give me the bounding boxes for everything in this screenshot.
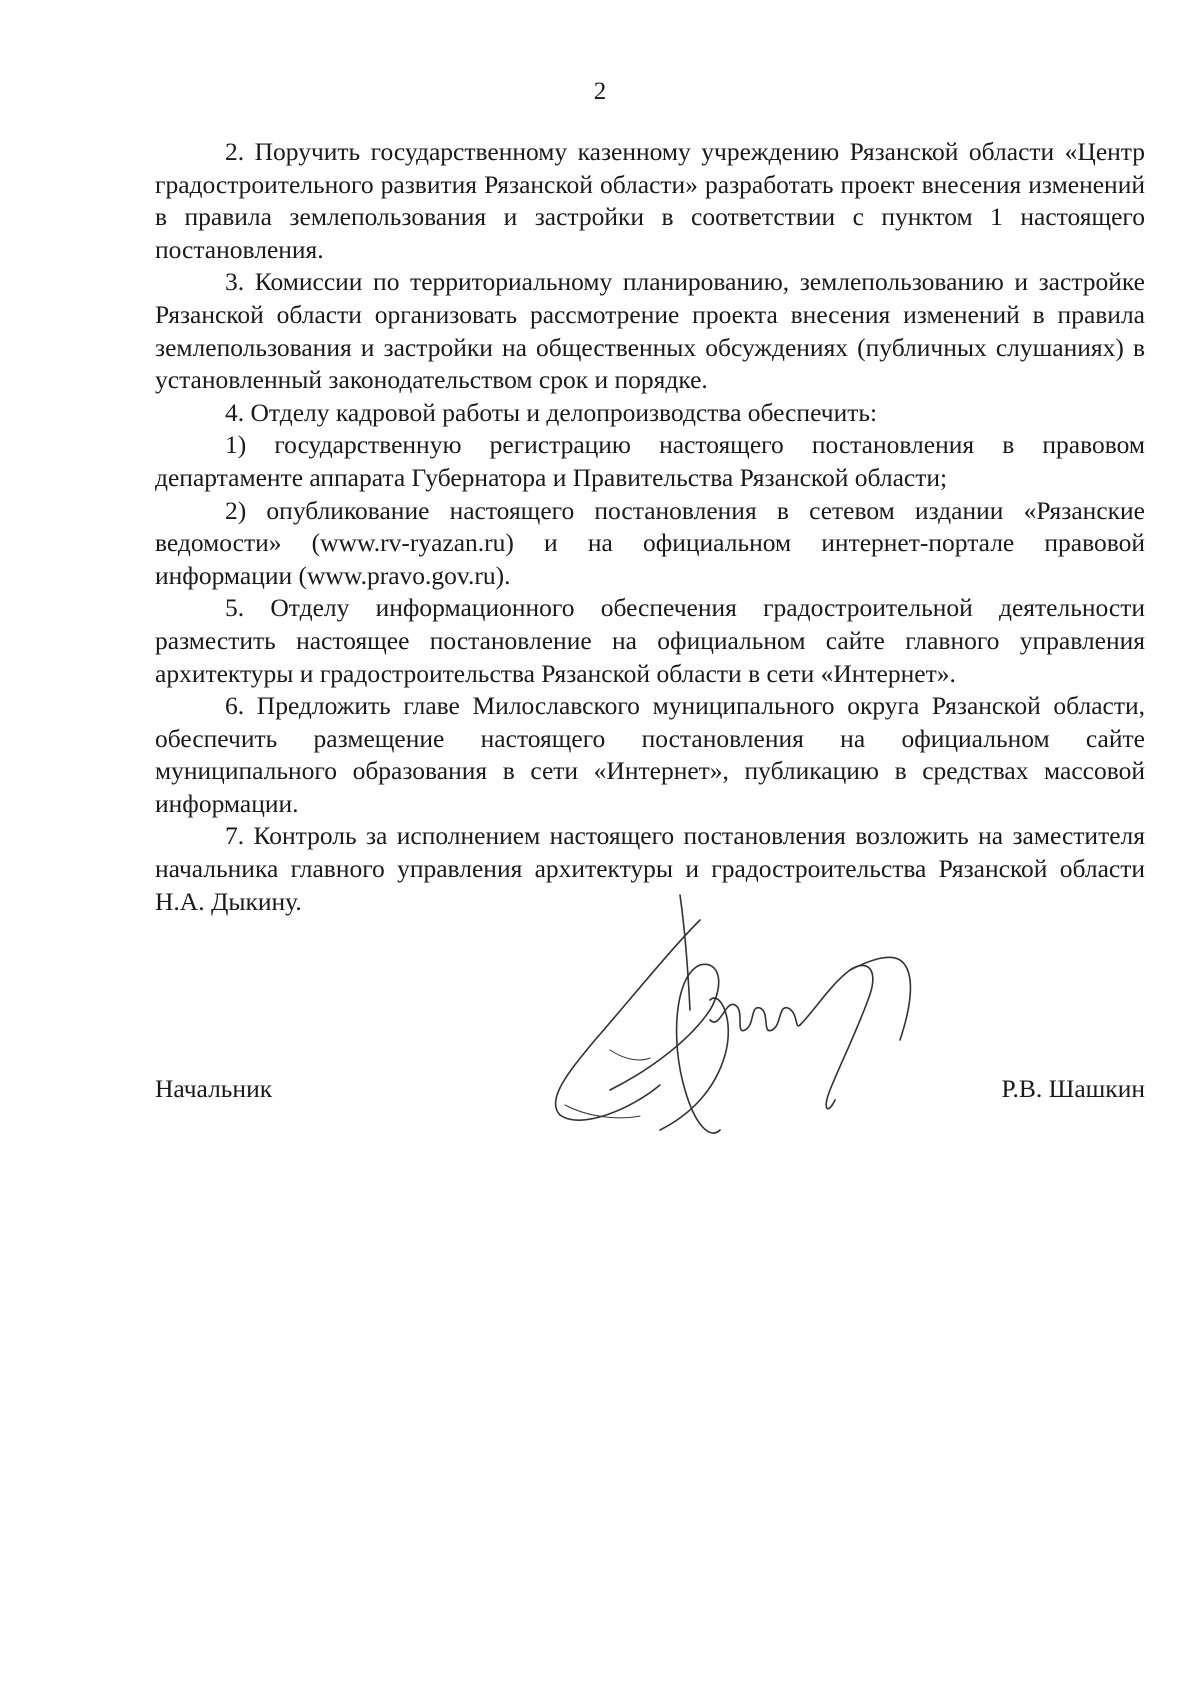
signatory-name: Р.В. Шашкин xyxy=(1001,1074,1145,1103)
document-body xyxy=(155,136,1145,918)
paragraph-3: 3. Комиссии по территориальному планированию, землепользованию и застройке Рязанской области организовать рассмотрение проекта внесения изменений в правила землепользования и застройки на общественных обсуждениях (публичных слушаниях) в установленный законодательством срок и порядке. xyxy=(155,267,1145,395)
paragraph-4: 4. Отделу кадровой работы и делопроизводства обеспечить: xyxy=(225,397,878,427)
paragraph-6: 6. Предложить главе Милославского муниципального округа Рязанской области, обеспечить размещение настоящего постановления на официальном сайте муниципального образования в сети «Интернет», публикацию в средствах массовой информации. xyxy=(155,691,1145,818)
paragraph-2: 2. Поручить государственному казенному учреждению Рязанской области «Центр градостроительного развития Рязанской области» разработать проект внесения изменений в правила землепользования и застройки в соответствии с пунктом 1 настоящего постановления. xyxy=(155,137,1145,264)
page-number: 2 xyxy=(593,78,607,105)
paragraph-4-1: 1) государственную регистрацию настоящего постановления в правовом департаменте аппарата Губернатора и Правительства Рязанской области; xyxy=(155,430,1145,492)
signatory-title: Начальник xyxy=(155,1074,273,1103)
handwritten-signature xyxy=(550,890,930,1170)
paragraph-7: 7. Контроль за исполнением настоящего постановления возложить на заместителя начальника главного управления архитектуры и градостроительства Рязанской области Н.А. Дыкину. xyxy=(155,821,1145,916)
paragraph-5: 5. Отделу информационного обеспечения градостроительной деятельности разместить настоящее постановление на официальном сайте главного управления архитектуры и градостроительства Рязанской области в сети «Интернет». xyxy=(155,593,1145,688)
paragraph-4-2: 2) опубликование настоящего постановления в сетевом издании «Рязанские ведомости» (www.rv-ryazan.ru) и на официальном интернет-портале правовой информации (www.pravo.gov.ru). xyxy=(155,495,1145,590)
